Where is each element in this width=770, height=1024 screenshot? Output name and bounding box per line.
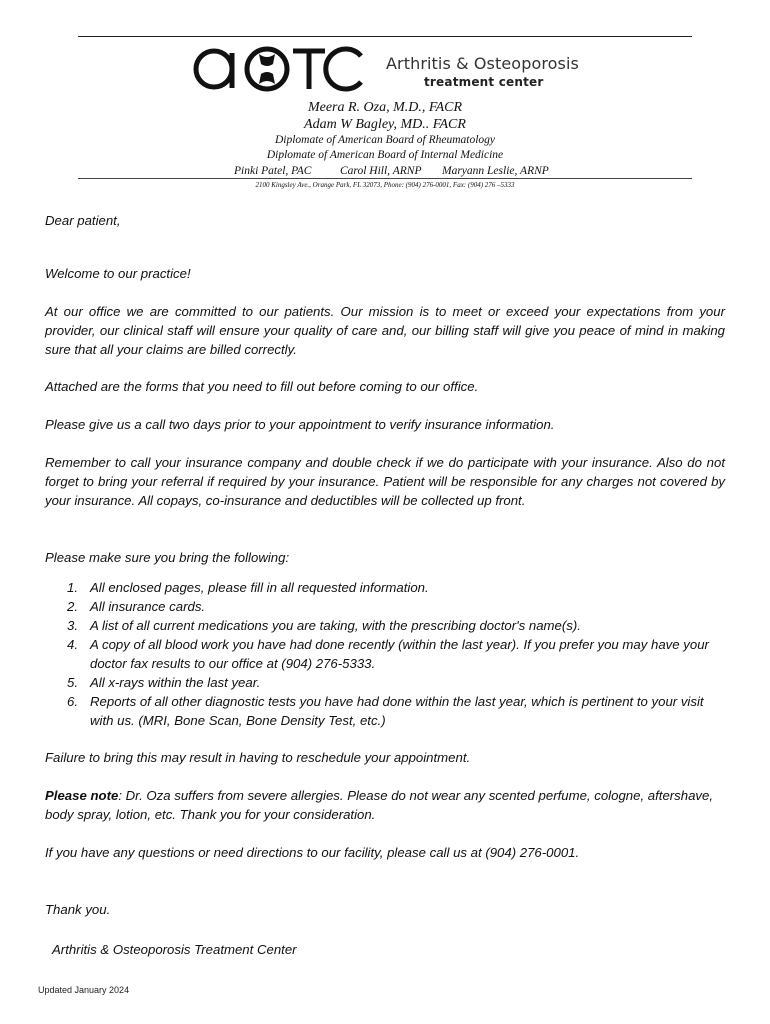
diplomate-line-2: Diplomate of American Board of Internal Medicine: [266, 149, 504, 161]
staff-name: Pinki Patel, PAC: [234, 165, 312, 177]
diplomate-line-1: Diplomate of American Board of Rheumatology: [274, 134, 496, 146]
list-item-text: A list of all current medications you are taking, with the prescribing doctor's name(s).: [90, 618, 581, 633]
mission-paragraph: At our office we are committed to our patients. Our mission is to meet or exceed your expectations from your provider, our clinical staff will ensure your quality of care and, our billing staff will give you peace of mind in making sure that all your claims are billed correctly.: [45, 304, 725, 357]
list-item: [45, 597, 725, 616]
list-item-text: All x-rays within the last year.: [90, 675, 261, 690]
note-text: : Dr. Oza suffers from severe allergies. Please do not wear any scented perfume, cologne, aftershave, body spray, lotion, etc. Thank you for your consideration.: [45, 788, 714, 822]
signature: Arthritis & Osteoporosis Treatment Center: [52, 942, 297, 957]
list-item-text: All insurance cards.: [90, 599, 206, 614]
brand-name-line2: treatment center: [424, 75, 544, 89]
staff-name: Carol Hill, ARNP: [340, 165, 422, 177]
bring-items-list: [45, 578, 725, 730]
failure-warning: Failure to bring this may result in having to reschedule your appointment.: [45, 750, 471, 765]
list-item: [45, 673, 725, 692]
welcome-line: Welcome to our practice!: [45, 266, 191, 281]
staff-line: [234, 165, 549, 177]
questions-line: If you have any questions or need directions to our facility, please call us at (904) 276-0001.: [45, 845, 580, 860]
note-label: Please note: [45, 788, 119, 803]
list-item-text: Reports of all other diagnostic tests you have had done within the last year, which is pertinent to your visit with us. (MRI, Bone Scan, Bone Density Test, etc.): [90, 694, 704, 728]
list-item: [45, 635, 725, 673]
list-item-number: 3.: [67, 618, 78, 633]
staff-name: Maryann Leslie, ARNP: [442, 165, 549, 177]
letterhead-bottom-rule: [78, 178, 692, 179]
doctor-name-2: Adam W Bagley, MD.. FACR: [304, 117, 466, 132]
list-item-number: 5.: [67, 675, 78, 690]
practice-address: 2100 Kingsley Ave., Orange Park, FL 32073, Phone: (904) 276-0001, Fax: (904) 276 –5333: [255, 181, 515, 189]
allergy-note: [45, 786, 725, 824]
list-item: [45, 578, 725, 597]
updated-date: Updated January 2024: [38, 985, 130, 995]
list-item-number: 2.: [67, 599, 78, 614]
bring-intro: Please make sure you bring the following:: [45, 550, 290, 565]
attached-forms-line: Attached are the forms that you need to fill out before coming to our office.: [45, 379, 479, 394]
list-item: [45, 616, 725, 635]
aotc-logo: [193, 44, 365, 94]
letterhead-top-rule: [78, 36, 692, 37]
list-item-text: A copy of all blood work you have had done recently (within the last year). If you prefer you may have your doctor fax results to our office at (904) 276-5333.: [90, 637, 709, 671]
list-item-number: 6.: [67, 694, 78, 709]
list-item-number: 1.: [67, 580, 78, 595]
list-item: [45, 692, 725, 730]
insurance-paragraph: Remember to call your insurance company and double check if we do participate with your insurance. Also do not forget to bring your referral if required by your insurance. Patient will be responsible for any charges not covered by your insurance. All copays, co-insurance and deductibles will be collected up front.: [45, 455, 725, 508]
thank-you: Thank you.: [45, 902, 111, 917]
list-item-text: All enclosed pages, please fill in all requested information.: [90, 580, 429, 595]
greeting: Dear patient,: [45, 213, 121, 228]
brand-name-line1: Arthritis & Osteoporosis: [386, 54, 579, 73]
list-item-number: 4.: [67, 637, 78, 652]
call-ahead-line: Please give us a call two days prior to your appointment to verify insurance information.: [45, 417, 555, 432]
doctor-name-1: Meera R. Oza, M.D., FACR: [307, 100, 463, 115]
